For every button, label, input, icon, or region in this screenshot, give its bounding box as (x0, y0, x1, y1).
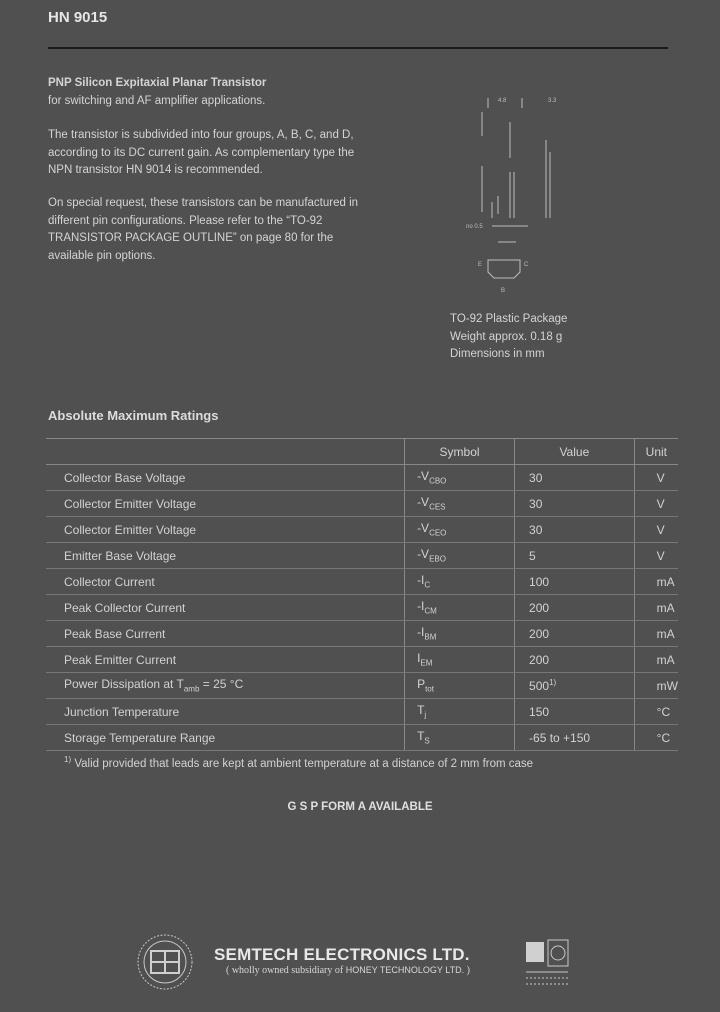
unit-cell: V (634, 491, 678, 517)
param-cell: Junction Temperature (46, 699, 405, 725)
pin-b-label: B (501, 288, 506, 294)
package-outline-diagram (462, 92, 592, 302)
package-caption-line3: Dimensions in mm (450, 348, 545, 360)
ratings-heading: Absolute Maximum Ratings (48, 408, 219, 423)
subsidiary-suffix: ) (464, 965, 470, 976)
symbol-cell: $-V_{CEO}$ (405, 517, 515, 543)
intro-block (48, 75, 368, 110)
intro-line2: for switching and AF amplifier applications. (48, 94, 266, 107)
value-cell: 200 (515, 647, 635, 673)
table-row (46, 595, 678, 621)
value-cell: 150 (515, 699, 635, 725)
intro-para2: The transistor is subdivided into four groups, A, B, C, and D, according to its DC current gain. As complementary type the NPN transistor HN 9014 is recommended. (48, 129, 355, 176)
subsidiary-prefix: ( wholly owned subsidiary of (226, 965, 346, 976)
param-cell: Collector Current (46, 569, 405, 595)
header-symbol: Symbol (405, 439, 515, 465)
value-cell: 500$^{1)}$ (515, 673, 635, 699)
value-cell: 200 (515, 595, 635, 621)
ratings-header-row (46, 439, 678, 465)
header-rule (48, 47, 668, 49)
value-cell: 30 (515, 465, 635, 491)
value-cell: 30 (515, 491, 635, 517)
table-row (46, 569, 678, 595)
subsidiary-name: HONEY TECHNOLOGY LTD. (345, 965, 465, 975)
value-cell: 200 (515, 621, 635, 647)
semtech-seal-logo (136, 933, 194, 991)
param-cell: Power Dissipation at $T_{amb} = 25$ °C (46, 673, 405, 699)
header-unit: Unit (634, 439, 678, 465)
symbol-cell: $-V_{CBO}$ (405, 465, 515, 491)
symbol-cell: $T_j$ (405, 699, 515, 725)
pin-e-label: E (478, 262, 483, 268)
subsidiary-line (226, 965, 470, 976)
table-row (46, 517, 678, 543)
unit-cell: mA (634, 569, 678, 595)
unit-cell: °C (634, 725, 678, 751)
table-row (46, 621, 678, 647)
symbol-cell: $-V_{CES}$ (405, 491, 515, 517)
certification-mark-icon (524, 936, 572, 988)
param-cell: Storage Temperature Range (46, 725, 405, 751)
table-row (46, 673, 678, 699)
package-caption-line1: TO-92 Plastic Package (450, 313, 568, 325)
unit-cell: °C (634, 699, 678, 725)
symbol-cell: $T_S$ (405, 725, 515, 751)
symbol-cell: $I_{EM}$ (405, 647, 515, 673)
param-cell: Emitter Base Voltage (46, 543, 405, 569)
param-cell: Collector Emitter Voltage (46, 491, 405, 517)
value-cell: 5 (515, 543, 635, 569)
param-cell: Collector Base Voltage (46, 465, 405, 491)
symbol-cell: $-V_{EBO}$ (405, 543, 515, 569)
footnote (64, 755, 533, 770)
symbol-cell: $P_{tot}$ (405, 673, 515, 699)
dim-label: no 0.5 (466, 224, 483, 230)
ratings-body (46, 465, 678, 751)
forms-available: G S P FORM A AVAILABLE (287, 801, 433, 813)
unit-cell: mA (634, 647, 678, 673)
symbol-cell: $-I_C$ (405, 569, 515, 595)
footnote-text: Valid provided that leads are kept at ambient temperature at a distance of 2 mm from case (71, 757, 534, 770)
unit-cell: mA (634, 595, 678, 621)
header-param (46, 439, 405, 465)
value-cell: 30 (515, 517, 635, 543)
param-cell: Peak Collector Current (46, 595, 405, 621)
unit-cell: mA (634, 621, 678, 647)
company-name: SEMTECH ELECTRONICS LTD. (214, 945, 470, 964)
header-value: Value (515, 439, 635, 465)
table-row (46, 725, 678, 751)
page-title: HN 9015 (48, 9, 108, 26)
intro-heading: PNP Silicon Expitaxial Planar Transistor (48, 77, 267, 89)
unit-cell: mW (634, 673, 678, 699)
unit-cell: V (634, 517, 678, 543)
package-caption-line2: Weight approx. 0.18 g (450, 330, 563, 343)
ratings-table (46, 438, 678, 751)
footnote-mark: 1) (64, 755, 72, 764)
package-caption (450, 311, 567, 364)
table-row (46, 543, 678, 569)
table-row (46, 465, 678, 491)
table-row (46, 699, 678, 725)
symbol-cell: $-I_{CM}$ (405, 595, 515, 621)
param-cell: Peak Emitter Current (46, 647, 405, 673)
symbol-cell: $-I_{BM}$ (405, 621, 515, 647)
dim-label: 4.8 (498, 98, 507, 104)
intro-para3: On special request, these transistors can be manufactured in different pin configurations. Please refer to the “TO-92 TRANSISTOR PACKAGE OUTLINE” on page 80 for the available pin options. (48, 197, 359, 262)
value-cell: -65 to +150 (515, 725, 635, 751)
dim-label: 3.3 (548, 98, 557, 104)
param-cell: Collector Emitter Voltage (46, 517, 405, 543)
table-row (46, 491, 678, 517)
pin-c-label: C (524, 262, 529, 268)
table-row (46, 647, 678, 673)
unit-cell: V (634, 543, 678, 569)
param-cell: Peak Base Current (46, 621, 405, 647)
unit-cell: V (634, 465, 678, 491)
value-cell: 100 (515, 569, 635, 595)
